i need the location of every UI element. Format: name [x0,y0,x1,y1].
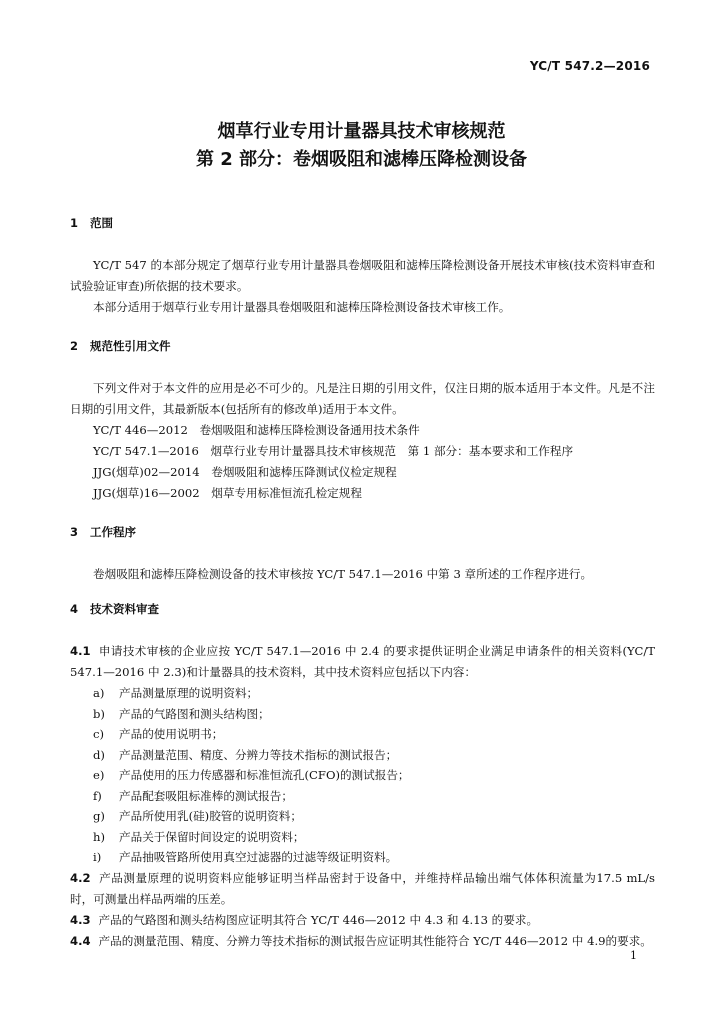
list-item [70,704,655,725]
clause-4-4 [70,931,655,952]
list-text: 产品使用的压力传感器和标准恒流孔(CFO)的测试报告； [119,768,410,782]
title-line-2 [0,146,723,174]
list-text: 产品抽吸管路所使用真空过滤器的过滤等级证明资料。 [119,850,398,864]
section-heading-scope [70,213,655,233]
reference-item: YC/T 446—2012 卷烟吸阻和滤棒压降检测设备通用技术条件 [93,423,420,437]
section-title: 技术资料审查 [90,602,159,616]
list-item [70,827,655,848]
list-item [70,683,655,704]
clause-4-1 [70,641,655,683]
clause-number: 4.3 [70,912,91,927]
reference-item: JJG(烟草)16—2002 烟草专用标准恒流孔检定规程 [93,486,362,500]
list-item [70,724,655,745]
list-marker: f) [93,788,102,803]
list-marker: a) [93,686,105,700]
page-number: 1 [630,949,637,962]
list-marker: h) [93,829,105,844]
section-number: 3 [70,525,79,539]
list-marker: b) [93,706,105,721]
list-item [70,806,655,827]
reference-item: YC/T 547.1—2016 烟草行业专用计量器具技术审核规范 第 1 部分：基本要求和工作程序 [93,444,574,458]
clause-4-2 [70,868,655,910]
section-number: 1 [70,216,79,230]
paragraph: YC/T 547 的本部分规定了烟草行业专用计量器具卷烟吸阻和滤棒压降检测设备开展技术审核(技术资料审查和试验验证审查)所依据的技术要求。 [70,258,655,293]
section-title: 范围 [90,216,113,230]
list-marker: i) [93,850,102,864]
section-heading-technical-review [70,599,655,619]
list-marker: d) [93,747,105,762]
clause-number: 4.4 [70,933,91,948]
section-title: 规范性引用文件 [90,339,171,353]
paragraph: 本部分适用于烟草行业专用计量器具卷烟吸阻和滤棒压降检测设备技术审核工作。 [93,300,511,314]
reference-item: JJG(烟草)02—2014 卷烟吸阻和滤棒压降测试仪检定规程 [93,465,397,479]
list-marker: e) [93,768,105,782]
document-body [70,213,655,952]
section-heading-normative-references [70,336,655,356]
list-item [70,786,655,807]
standard-code: YC/T 547.2—2016 [529,59,650,73]
list-text: 产品所使用乳(硅)胶管的说明资料； [119,809,302,823]
title-line-1: 烟草行业专用计量器具技术审核规范 [217,121,506,142]
list-text: 产品的气路图和测头结构图； [119,706,270,721]
paragraph: 卷烟吸阻和滤棒压降检测设备的技术审核按 YC/T 547.1—2016 中第 3 章所述的工作程序进行。 [93,567,593,581]
clause-text: 产品的测量范围、精度、分辨力等技术指标的测试报告应证明其性能符合 YC/T 446—2012 中 4.9的要求。 [98,933,652,948]
list-item [70,745,655,766]
clause-text: 产品的气路图和测头结构图应证明其符合 YC/T 446—2012 中 4.3 和 4.13 的要求。 [98,912,539,927]
section-number: 4 [70,602,79,616]
clause-number: 4.1 [70,644,91,658]
paragraph: 下列文件对于本文件的应用是必不可少的。凡是注日期的引用文件，仅注日期的版本适用于本文件。凡是不注日期的引用文件，其最新版本(包括所有的修改单)适用于本文件。 [70,381,655,416]
clause-text: 产品测量原理的说明资料应能够证明当样品密封于设备中，并维持样品输出端气体体积流量为17.5 mL/s 时，可测量出样品两端的压差。 [70,870,655,906]
list-item [70,765,655,786]
section-heading-procedure [70,522,655,542]
list-marker: g) [93,809,105,823]
section-number: 2 [70,339,79,353]
list-text: 产品关于保留时间设定的说明资料； [119,829,305,844]
clause-number: 4.2 [70,870,91,885]
clause-4-3 [70,910,655,931]
clause-text: 申请技术审核的企业应按 YC/T 547.1—2016 中 2.4 的要求提供证明企业满足申请条件的相关资料(YC/T 547.1—2016 中 2.3)和计量器具的技术资料，其中技术资料应包括以下内容： [70,644,655,679]
list-text: 产品配套吸阻标准棒的测试报告； [119,788,293,803]
list-item [70,847,655,868]
section-title: 工作程序 [90,525,136,539]
list-text: 产品的使用说明书； [119,727,224,741]
list-text: 产品测量范围、精度、分辨力等技术指标的测试报告； [119,747,398,762]
title-part-label: 第 2 部分： [195,149,294,170]
list-marker: c) [93,727,105,741]
list-text: 产品测量原理的说明资料； [119,686,259,700]
document-title [0,118,723,174]
title-part-name: 卷烟吸阻和滤棒压降检测设备 [293,149,528,170]
